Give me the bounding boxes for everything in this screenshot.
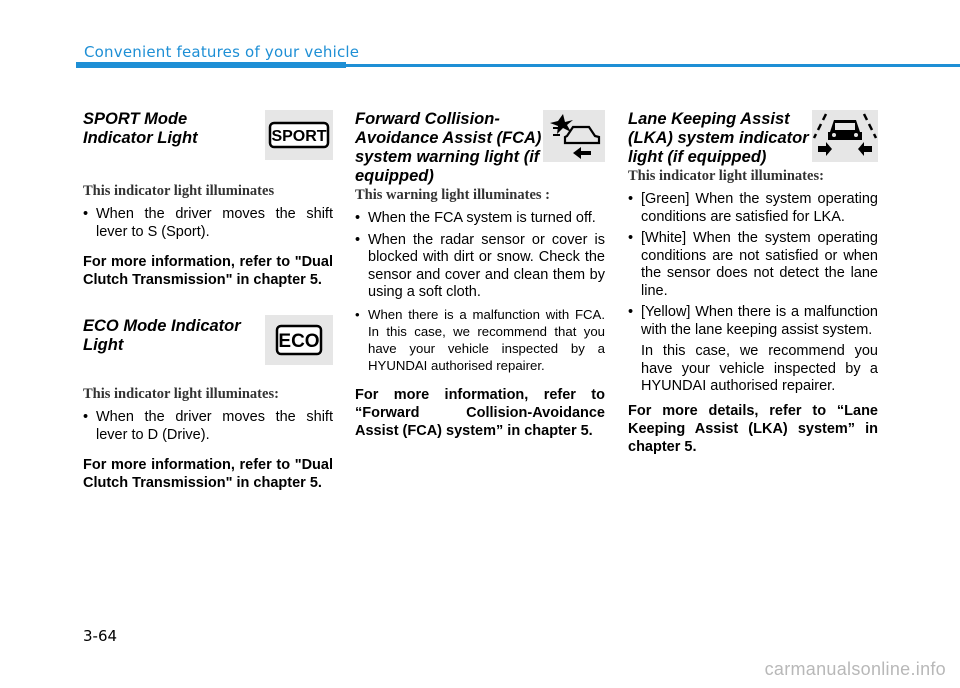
column-lka xyxy=(628,108,878,456)
list-item: • [Green] When the system operating conditions are satisfied for LKA. xyxy=(628,191,878,226)
column-sport-eco xyxy=(83,108,333,492)
lka-subhead: This indicator light illuminates: xyxy=(628,168,824,184)
list-item: • When the FCA system is turned off. xyxy=(355,210,605,228)
section-title: Convenient features of your vehicle xyxy=(84,43,360,61)
fca-bullets xyxy=(355,210,605,374)
fca-heading: Forward Collision-Avoidance Assist (FCA) system warning light (if equipped) xyxy=(355,110,542,185)
column-fca xyxy=(355,108,605,440)
lka-bullets xyxy=(628,191,878,339)
sport-icon xyxy=(265,110,333,160)
eco-heading-row xyxy=(83,315,333,367)
page-number: 3-64 xyxy=(83,627,118,645)
lka-continuation: In this case, we recommend you have your vehicle inspected by a HYUNDAI authorised repairer. xyxy=(641,343,878,394)
lka-heading: Lane Keeping Assist (LKA) system indicator light (if equipped) xyxy=(628,110,809,166)
eco-icon-label: ECO xyxy=(278,331,320,352)
sport-heading: SPORT Mode Indicator Light xyxy=(83,110,198,147)
sport-bullets xyxy=(83,206,333,241)
lka-indicator-icon xyxy=(812,110,878,162)
lka-note: For more details, refer to “Lane Keeping Assist (LKA) system” in chapter 5. xyxy=(628,402,878,455)
eco-note: For more information, refer to "Dual Clutch Transmission" in chapter 5. xyxy=(83,457,333,491)
fca-note: For more information, refer to “Forward Collision-Avoidance Assist (FCA) system” in chapter 5. xyxy=(355,386,605,439)
eco-bullets xyxy=(83,409,333,444)
list-item: • When there is a malfunction with FCA. In this case, we recommend that you have your vehicle inspected by a HYUNDAI authorised repairer. xyxy=(355,306,605,374)
fca-warning-icon xyxy=(543,110,605,162)
eco-heading: ECO Mode Indicator Light xyxy=(83,317,241,354)
eco-icon xyxy=(265,315,333,365)
fca-heading-row xyxy=(355,108,605,186)
sport-icon-label: SPORT xyxy=(271,128,327,145)
watermark: carmanualsonline.info xyxy=(764,659,946,679)
header-rule xyxy=(76,64,960,67)
sport-subhead: This indicator light illuminates xyxy=(83,183,275,199)
list-item: • When the driver moves the shift lever to D (Drive). xyxy=(83,409,333,444)
sport-heading-row xyxy=(83,108,333,160)
list-item: • [Yellow] When there is a malfunction with the lane keeping assist system. xyxy=(628,304,878,339)
list-item: • When the driver moves the shift lever to S (Sport). xyxy=(83,206,333,241)
list-item: • When the radar sensor or cover is blocked with dirt or snow. Check the sensor and cover and clean them by using a soft cloth. xyxy=(355,232,605,302)
lka-heading-row xyxy=(628,108,878,167)
eco-subhead: This indicator light illuminates: xyxy=(83,386,279,402)
fca-subhead: This warning light illuminates : xyxy=(355,187,550,203)
list-item: • [White] When the system operating conditions are not satisfied or when the sensor does not detect the lane line. xyxy=(628,230,878,300)
sport-note: For more information, refer to "Dual Clutch Transmission" in chapter 5. xyxy=(83,254,333,288)
